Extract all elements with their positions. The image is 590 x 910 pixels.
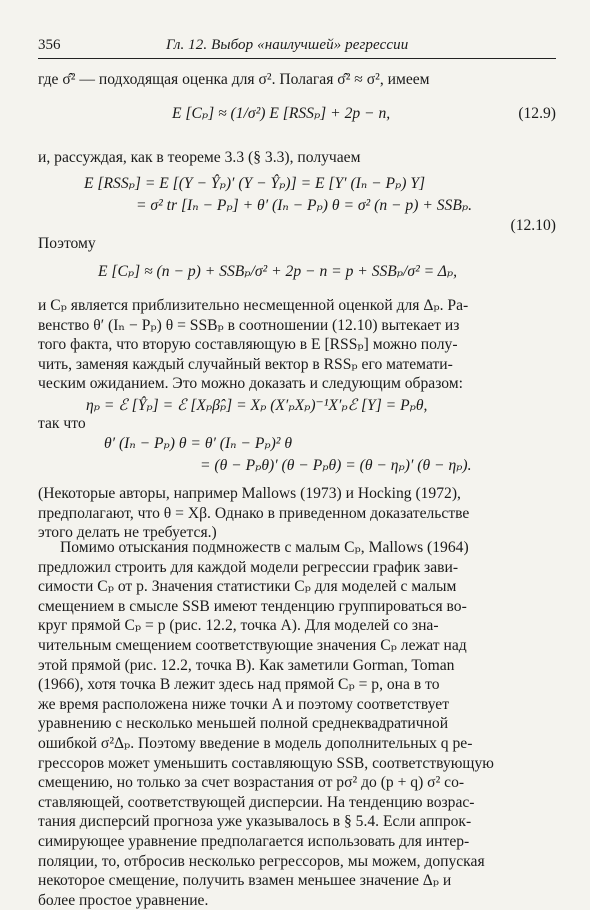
text-line: и Cₚ является приблизительно несмещенной оценкой для Δₚ. Ра- [38,297,469,314]
text-line: ошибкой σ²Δₚ. Поэтому введение в модель дополнительных q ре- [38,734,473,752]
text-line: уравнению с несколько меньшей полной среднеквадратичной [38,715,449,733]
derivation-intro: и, рассуждая, как в теореме 3.3 (§ 3.3), получаем [38,149,361,166]
text-line: чительным смещением соответствующие значения Cₚ лежат над [38,636,467,654]
text-line: поляции, то, отбросив несколько регрессоров, мы можем, допуская [38,852,485,870]
equation-number-12-9: (12.9) [518,105,556,122]
text-line: предложил строить для каждой модели регрессии график зави- [38,558,459,576]
equation-eta: ηₚ = ℰ [Ŷₚ] = ℰ [Xₚβ̂ₚ] = Xₚ (X′ₚXₚ)⁻¹X′ₚℰ [Y] = Pₚθ, [86,397,428,414]
equation-delta: E [Cₚ] ≈ (n − p) + SSBₚ/σ² + 2p − n = p + SSBₚ/σ² = Δₚ, [98,263,458,280]
text-line: тания дисперсий прогноза уже указывалось в § 5.4. Если аппрок- [38,813,472,831]
so-that-label: так что [38,415,86,432]
intro-line: где σ̂² — подходящая оценка для σ². Полагая σ̂² ≈ σ², имеем [38,71,430,88]
text-line: смещением в смысле SSB имеют тенденцию группироваться во- [38,597,467,615]
text-line: чить, заменяя каждый случайный вектор в RSSₚ его математи- [38,355,453,373]
paragraph-authors-note [38,484,556,543]
text-line: этого делать не требуется.) [38,524,217,542]
text-line: круг прямой Cₚ = p (рис. 12.2, точка A). Для моделей со зна- [38,617,439,635]
text-line: более простое уравнение. [38,891,209,909]
running-title: Гл. 12. Выбор «наилучшей» регрессии [166,37,409,53]
text-line: грессоров может уменьшить составляющую SSB, соответствующую [38,754,494,772]
text-line: симирующее уравнение предполагается использовать для интер- [38,832,470,850]
equation-theta-line1: θ′ (Iₙ − Pₚ) θ = θ′ (Iₙ − Pₚ)² θ [104,435,293,452]
equation-theta-line2: = (θ − Pₚθ)′ (θ − Pₚθ) = (θ − ηₚ)′ (θ − ηₚ). [200,457,472,474]
paragraph-unbiased [38,296,556,394]
therefore-label: Поэтому [38,235,96,252]
equation-12-9: E [Cₚ] ≈ (1/σ²) E [RSSₚ] + 2p − n, [172,105,391,122]
text-line: Помимо отыскания подмножеств с малым Cₚ, Mallows (1964) [60,539,469,556]
text-line: симости Cₚ от p. Значения статистики Cₚ для моделей с малым [38,578,457,596]
equation-number-12-10: (12.10) [510,217,556,234]
paragraph-mallows-plot [38,538,556,910]
page-number: 356 [38,37,61,53]
equation-12-10-line1: E [RSSₚ] = E [(Y − Ŷₚ)′ (Y − Ŷₚ)] = E [Y′ (Iₙ − Pₚ) Y] [84,175,426,192]
page-header [38,34,556,59]
text-line: (1966), хотя точка B лежит здесь над прямой Cₚ = p, она в то [38,676,440,694]
text-line: венство θ′ (Iₙ − Pₚ) θ = SSBₚ в соотношении (12.10) вытекает из [38,316,460,334]
text-line: предполагают, что θ = Xβ. Однако в приведенном доказательстве [38,504,470,522]
text-line: же время расположена ниже точки A и поэтому соответствует [38,695,450,713]
text-line: (Некоторые авторы, например Mallows (1973) и Hocking (1972), [38,485,461,502]
text-line: этой прямой (рис. 12.2, точка B). Как заметили Gorman, Toman [38,656,455,674]
text-line: смещению, но только за счет возрастания от pσ² до (p + q) σ² со- [38,774,465,792]
text-line: некоторое смещение, получить взамен меньшее значение Δₚ и [38,872,452,890]
text-line: ческим ожиданием. Это можно доказать и следующим образом: [38,375,463,393]
equation-12-10-line2: = σ² tr [Iₙ − Pₚ] + θ′ (Iₙ − Pₚ) θ = σ² (n − p) + SSBₚ. [136,197,472,214]
text-line: того факта, что вторую составляющую в E [RSSₚ] можно полу- [38,336,458,354]
text-line: ставляющей, соответствующей дисперсии. На тенденцию возрас- [38,793,475,811]
